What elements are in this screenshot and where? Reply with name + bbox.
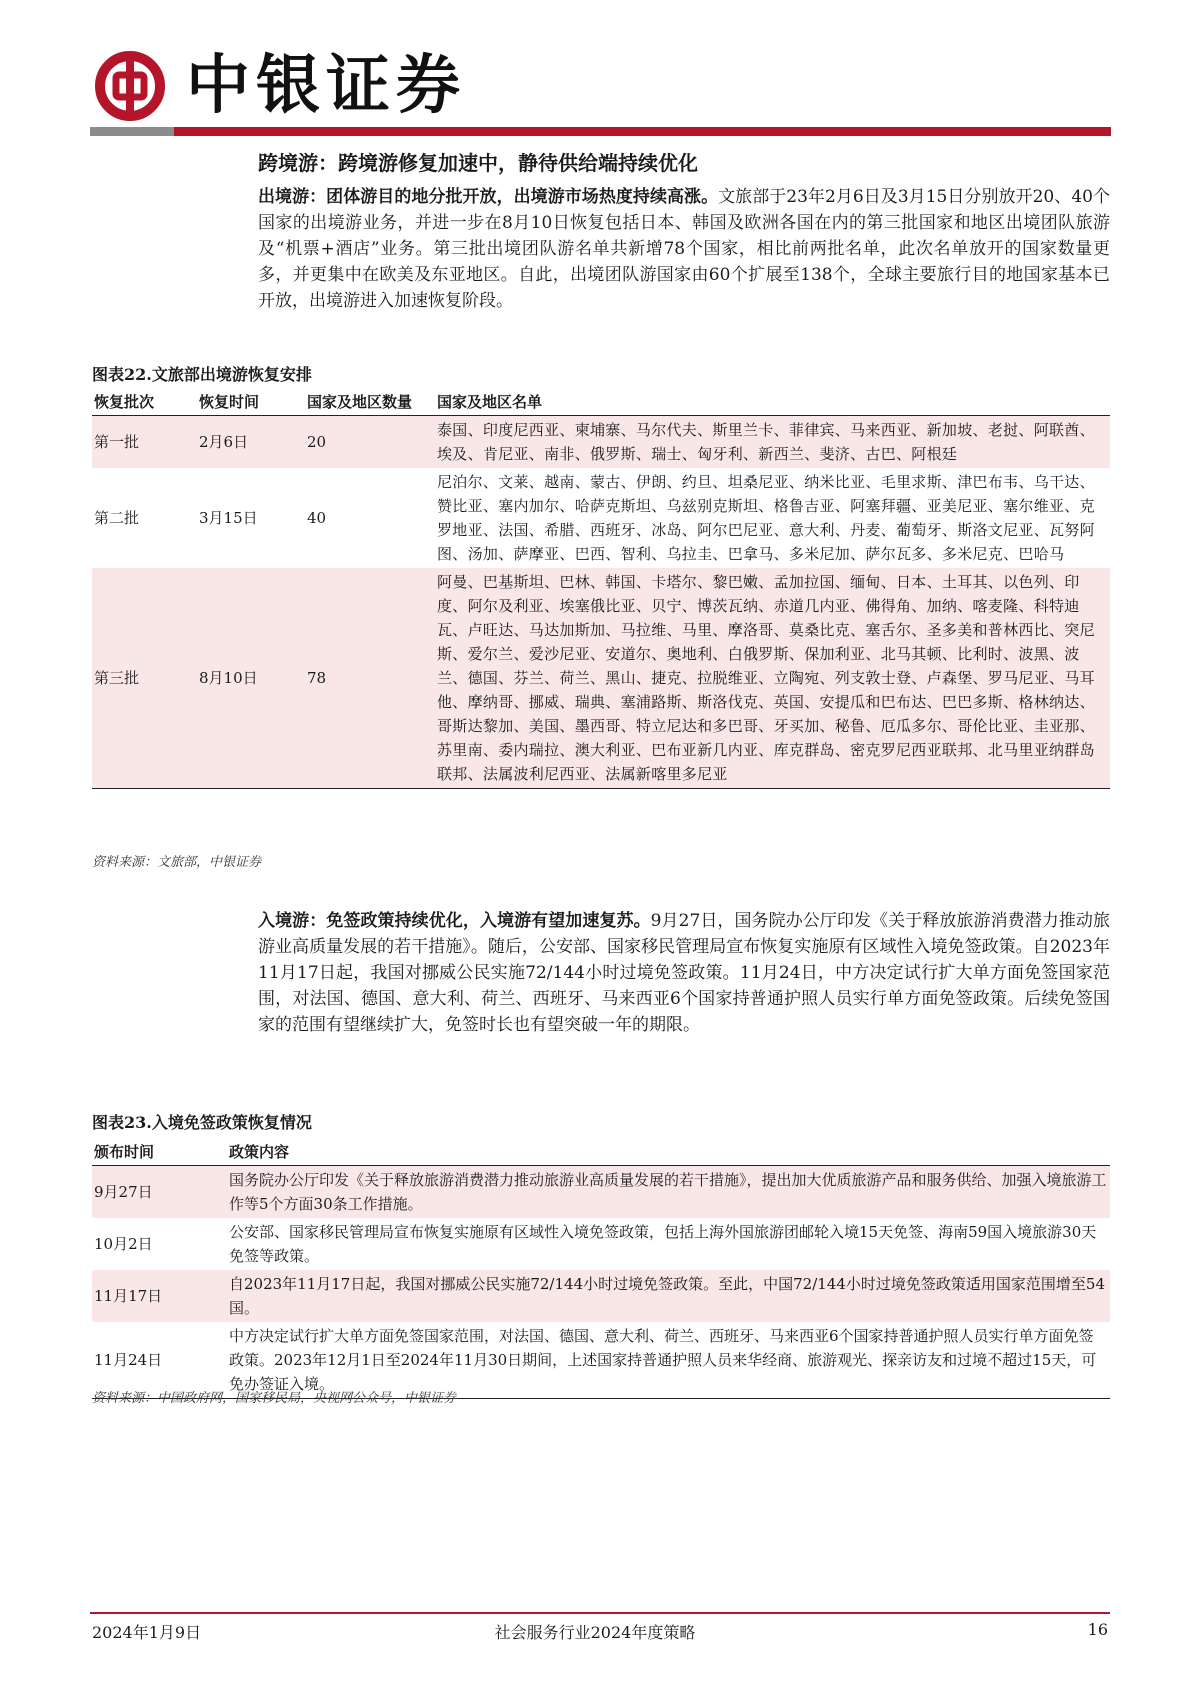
cell-batch: 第二批 bbox=[94, 509, 140, 527]
col-header-date: 颁布时间 bbox=[92, 1138, 227, 1166]
cell-count: 78 bbox=[305, 568, 435, 789]
inbound-body: 9月27日，国务院办公厅印发《关于释放旅游消费潜力推动旅游业高质量发展的若干措施》。随后，公安部、国家移民管理局宣布恢复实施原有区域性入境免签政策。自2023年11月17日起，我国对挪威公民实施72/144小时过境免签政策。11月24日，中方决定试行扩大单方面免签国家范围，对法国、德国、意大利、荷兰、西班牙、马来西亚6个国家持普通护照人员实行单方面免签政策。后续免签国家的范围有望继续扩大，免签时长也有望突破一年的期限。 bbox=[258, 911, 1111, 1035]
footer-date: 2024年1月9日 bbox=[92, 1623, 202, 1642]
table-header-row bbox=[92, 388, 1110, 416]
figure-22-title: 图表22.文旅部出境游恢复安排 bbox=[92, 365, 312, 384]
cell-content: 中方决定试行扩大单方面免签国家范围，对法国、德国、意大利、荷兰、西班牙、马来西亚6个国家持普通护照人员实行单方面免签政策。2023年12月1日至2024年11月30日期间，上述国家持普通护照人员来华经商、旅游观光、探亲访友和过境不超过15天，可免办签证入境。 bbox=[227, 1322, 1110, 1399]
col-header-date: 恢复时间 bbox=[197, 388, 305, 416]
cell-list: 尼泊尔、文莱、越南、蒙古、伊朗、约旦、坦桑尼亚、纳米比亚、毛里求斯、津巴布韦、乌干达、赞比亚、塞内加尔、哈萨克斯坦、乌兹别克斯坦、格鲁吉亚、阿塞拜疆、亚美尼亚、塞尔维亚、克罗地亚、法国、希腊、西班牙、冰岛、阿尔巴尼亚、意大利、丹麦、葡萄牙、斯洛文尼亚、瓦努阿图、汤加、萨摩亚、巴西、智利、乌拉圭、巴拿马、多米尼加、萨尔瓦多、多米尼克、巴哈马 bbox=[437, 473, 1095, 563]
outbound-recovery-table bbox=[92, 388, 1110, 789]
table-row bbox=[92, 1218, 1110, 1270]
cell-date: 9月27日 bbox=[92, 1166, 227, 1219]
col-header-batch: 恢复批次 bbox=[92, 388, 197, 416]
cell-content: 公安部、国家移民管理局宣布恢复实施原有区域性入境免签政策，包括上海外国旅游团邮轮入境15天免签、海南59国入境旅游30天免签等政策。 bbox=[229, 1223, 1097, 1265]
cell-list: 泰国、印度尼西亚、柬埔寨、马尔代夫、斯里兰卡、菲律宾、马来西亚、新加坡、老挝、阿联酋、埃及、肯尼亚、南非、俄罗斯、瑞士、匈牙利、新西兰、斐济、古巴、阿根廷 bbox=[435, 416, 1110, 469]
col-header-content: 政策内容 bbox=[227, 1138, 1110, 1166]
footer-rule bbox=[90, 1612, 1110, 1614]
cell-date: 10月2日 bbox=[94, 1235, 153, 1253]
inbound-paragraph bbox=[258, 908, 1110, 1038]
table-row bbox=[92, 568, 1110, 789]
cell-date: 8月10日 bbox=[197, 568, 305, 789]
table-row bbox=[92, 468, 1110, 568]
figure-23-title: 图表23.入境免签政策恢复情况 bbox=[92, 1113, 312, 1132]
col-header-count: 国家及地区数量 bbox=[305, 388, 435, 416]
brand-name: 中银证券 bbox=[186, 49, 466, 123]
cell-date: 11月17日 bbox=[92, 1270, 227, 1322]
cell-date: 2月6日 bbox=[197, 416, 305, 469]
col-header-list: 国家及地区名单 bbox=[435, 388, 1110, 416]
cell-date: 3月15日 bbox=[199, 509, 258, 527]
figure-23-source: 资料来源：中国政府网，国家移民局，央视网公众号，中银证券 bbox=[92, 1391, 457, 1406]
cell-batch: 第一批 bbox=[92, 416, 197, 469]
header-rule-gray bbox=[90, 127, 174, 136]
outbound-body: 文旅部于23年2月6日及3月15日分别放开20、40个国家的出境游业务，并进一步在8月10日恢复包括日本、韩国及欧洲各国在内的第三批国家和地区出境团队旅游及“机票+酒店”业务。第三批出境团队游名单共新增78个国家，相比前两批名单，此次名单放开的国家数量更多，并更集中在欧美及东亚地区。自此，出境团队游国家由60个扩展至138个，全球主要旅行目的地国家基本已开放，出境游进入加速恢复阶段。 bbox=[258, 187, 1110, 311]
outbound-lead: 出境游：团体游目的地分批开放，出境游市场热度持续高涨。 bbox=[258, 187, 719, 207]
cell-count: 40 bbox=[307, 509, 327, 527]
section-title: 跨境游：跨境游修复加速中，静待供给端持续优化 bbox=[258, 151, 698, 175]
page-number: 16 bbox=[1087, 1620, 1108, 1639]
inbound-lead: 入境游：免签政策持续优化，入境游有望加速复苏。 bbox=[258, 911, 651, 931]
cell-count: 20 bbox=[305, 416, 435, 469]
outbound-paragraph bbox=[258, 184, 1110, 314]
table-row bbox=[92, 416, 1110, 469]
header-rule-red bbox=[174, 127, 1111, 136]
footer-title: 社会服务行业2024年度策略 bbox=[494, 1623, 696, 1642]
visa-free-policy-table bbox=[92, 1138, 1110, 1399]
boc-logo-icon bbox=[94, 50, 166, 122]
figure-22-source: 资料来源：文旅部，中银证券 bbox=[92, 855, 262, 870]
cell-content: 国务院办公厅印发《关于释放旅游消费潜力推动旅游业高质量发展的若干措施》，提出加大优质旅游产品和服务供给、加强入境旅游工作等5个方面30条工作措施。 bbox=[227, 1166, 1110, 1219]
cell-date: 11月24日 bbox=[92, 1322, 227, 1399]
table-row bbox=[92, 1166, 1110, 1219]
table-row bbox=[92, 1270, 1110, 1322]
cell-content: 自2023年11月17日起，我国对挪威公民实施72/144小时过境免签政策。至此，中国72/144小时过境免签政策适用国家范围增至54国。 bbox=[227, 1270, 1110, 1322]
cell-list: 阿曼、巴基斯坦、巴林、韩国、卡塔尔、黎巴嫩、孟加拉国、缅甸、日本、土耳其、以色列、印度、阿尔及利亚、埃塞俄比亚、贝宁、博茨瓦纳、赤道几内亚、佛得角、加纳、喀麦隆、科特迪瓦、卢旺达、马达加斯加、马拉维、马里、摩洛哥、莫桑比克、塞舌尔、圣多美和普林西比、突尼斯、爱尔兰、爱沙尼亚、安道尔、奥地利、白俄罗斯、保加利亚、北马其顿、比利时、波黑、波兰、德国、芬兰、荷兰、黑山、捷克、拉脱维亚、立陶宛、列支敦士登、卢森堡、罗马尼亚、马耳他、摩纳哥、挪威、瑞典、塞浦路斯、斯洛伐克、英国、安提瓜和巴布达、巴巴多斯、格林纳达、哥斯达黎加、美国、墨西哥、特立尼达和多巴哥、牙买加、秘鲁、厄瓜多尔、哥伦比亚、圭亚那、苏里南、委内瑞拉、澳大利亚、巴布亚新几内亚、库克群岛、密克罗尼西亚联邦、北马里亚纳群岛联邦、法属波利尼西亚、法属新喀里多尼亚 bbox=[435, 568, 1110, 789]
cell-batch: 第三批 bbox=[92, 568, 197, 789]
table-header-row bbox=[92, 1138, 1110, 1166]
